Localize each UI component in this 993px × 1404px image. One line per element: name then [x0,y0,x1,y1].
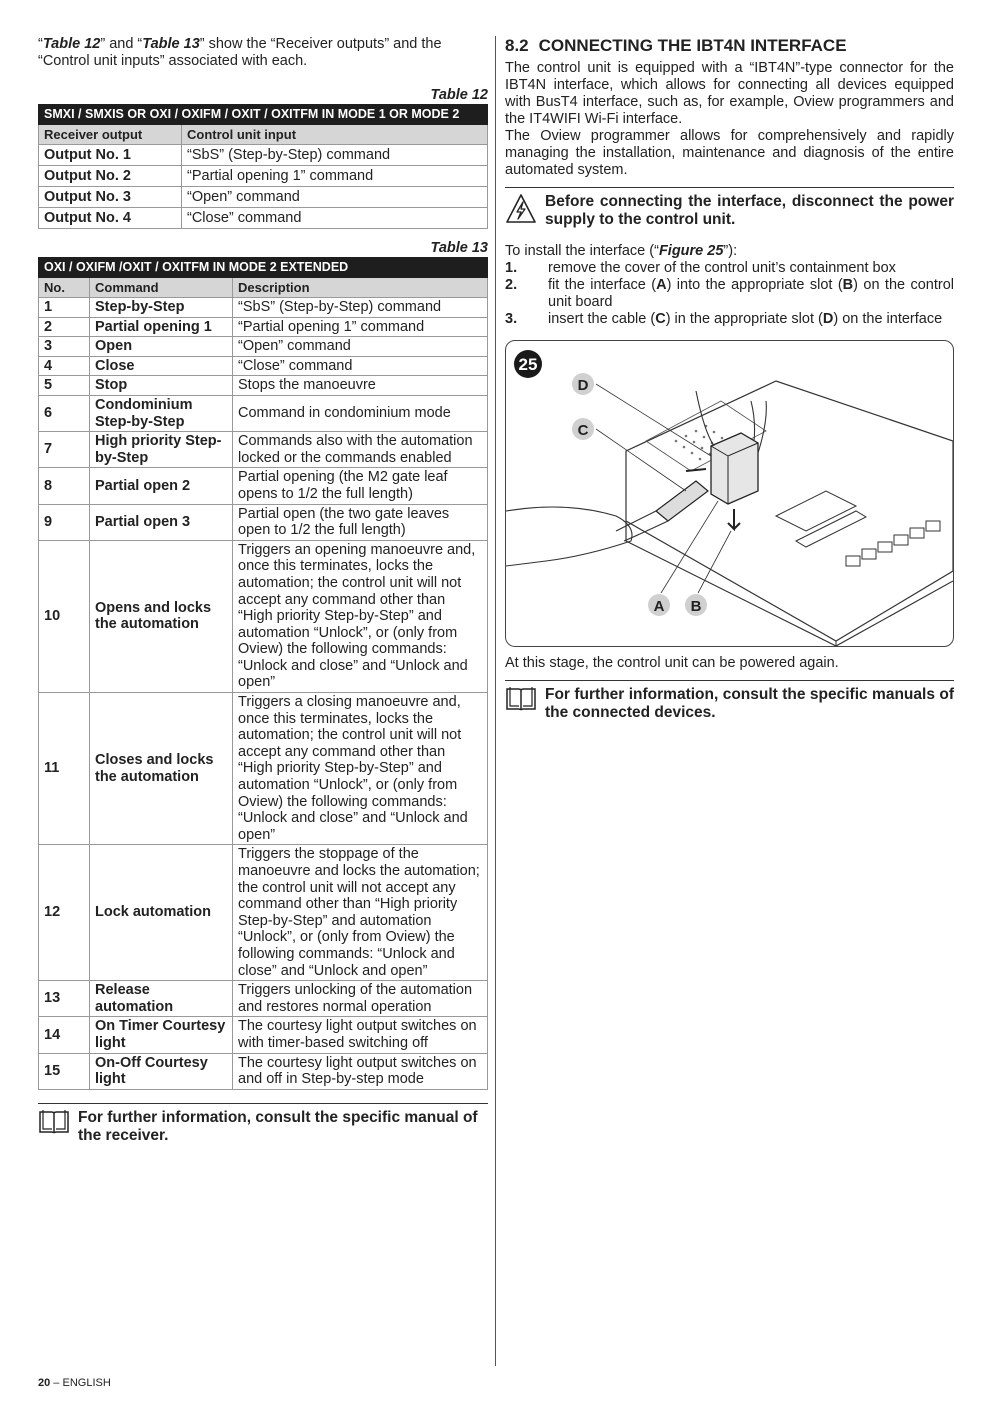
command-cell: Partial open 2 [90,468,233,504]
number-cell: 10 [39,540,90,692]
table13-row [39,693,488,845]
table13-caption: Table 13 [430,240,488,256]
command-cell: Partial opening 1 [90,317,233,337]
number-cell: 9 [39,504,90,540]
description-cell: The courtesy light output switches on and off in Step-by-step mode [233,1053,488,1089]
description-cell: “SbS” (Step-by-Step) command [233,298,488,318]
label-c: C [577,422,589,439]
description-cell: Partial opening (the M2 gate leaf opens to 1/2 the full length) [233,468,488,504]
right-column [505,36,954,722]
step-number: 3. [505,311,518,327]
table13-row [39,845,488,981]
intro-rest: ” show the “Receiver outputs” and the “Control unit inputs” associated with each. [38,36,442,69]
step-number: 1. [505,260,518,276]
install-intro [505,243,954,260]
step-number: 2. [505,277,518,293]
install-step [505,260,954,277]
label-b: B [690,598,702,615]
command-cell: Lock automation [90,845,233,981]
install-steps [505,243,954,328]
description-cell: Partial open (the two gate leaves open to 1/2 the full length) [233,504,488,540]
note-text: For further information, consult the specific manual of the receiver. [78,1108,478,1144]
install-intro-pre: To install the interface (“ [505,243,659,259]
table13-row [39,356,488,376]
electric-hazard-icon [505,193,537,225]
intro-text [38,36,488,70]
description-cell: Triggers a closing manoeuvre and, once this terminates, locks the automation; the control unit will not accept any command other than “High priority Step-by-Step” and automation “Unlock”, or (only from Oview) the following commands: “Unlock and close” and “Unlock and open” [233,693,488,845]
receiver-manual-note [38,1103,488,1145]
number-cell: 3 [39,337,90,357]
install-step [505,277,954,311]
table13-row [39,1053,488,1089]
table13-header: Description [233,278,488,298]
table13-header: Command [90,278,233,298]
description-cell: Commands also with the automation locked or the commands enabled [233,432,488,468]
command-cell: Close [90,356,233,376]
number-cell: 5 [39,376,90,396]
command-cell: On-Off Courtesy light [90,1053,233,1089]
command-cell: Release automation [90,981,233,1017]
table13-row [39,337,488,357]
book-icon [505,686,537,712]
table13-row [39,395,488,431]
control-input-cell: “Partial opening 1” command [182,166,488,187]
label-a: A [653,598,665,615]
table12-row [39,145,488,166]
install-intro-post: ”): [723,243,738,259]
section-number: 8.2 [505,36,529,55]
table13-row [39,317,488,337]
section-heading [505,36,954,56]
page-number: 20 [38,1377,51,1389]
figure-number: 25 [518,355,538,374]
section-paragraph: The control unit is equipped with a “IBT4N”-type connector for the IBT4N interface, which allows for connecting all devices equipped with BusT4 interface, such as, for example, Oview programmers and the IT4WIFI Wi-Fi interface. [505,60,954,127]
book-icon [38,1109,70,1135]
description-cell: “Open” command [233,337,488,357]
description-cell: “Partial opening 1” command [233,317,488,337]
table13-row [39,540,488,692]
left-column [38,36,488,1145]
table13-row [39,468,488,504]
figure-ref: Figure 25 [658,243,724,259]
section-paragraph: The Oview programmer allows for comprehensively and rapidly managing the installation, maintenance and diagnosis of the entire automated system. [505,128,954,178]
table13-row [39,432,488,468]
command-cell: Open [90,337,233,357]
table13-row [39,1017,488,1053]
control-input-cell: “Close” command [182,208,488,229]
command-cell: Closes and locks the automation [90,693,233,845]
step-text: remove the cover of the control unit’s containment box [548,260,896,276]
intro-mid: ” and “ [100,36,143,52]
devices-manual-note [505,680,954,722]
number-cell: 2 [39,317,90,337]
table13-row [39,981,488,1017]
description-cell: Stops the manoeuvre [233,376,488,396]
command-cell: On Timer Courtesy light [90,1017,233,1053]
control-input-cell: “SbS” (Step-by-Step) command [182,145,488,166]
table12-caption: Table 12 [430,87,488,103]
table13-title: OXI / OXIFM /OXIT / OXITFM IN MODE 2 EXTENDED [39,258,488,278]
description-cell: “Close” command [233,356,488,376]
page-footer [38,1377,111,1389]
footer-separator: – [50,1377,63,1389]
intro-table13-ref: Table 13 [142,36,200,52]
column-divider [495,36,496,1366]
number-cell: 6 [39,395,90,431]
table13-row [39,504,488,540]
table12-row [39,208,488,229]
description-cell: Triggers the stoppage of the manoeuvre and locks the automation; the control unit will not accept any command other than “High priority Step-by-Step” and automation “Unlock”, or (only from Oview) the following commands: “Unlock and close” and “Unlock and open” [233,845,488,981]
command-cell: Condominium Step-by-Step [90,395,233,431]
number-cell: 12 [39,845,90,981]
install-step [505,311,954,328]
table12-row [39,166,488,187]
command-cell: Partial open 3 [90,504,233,540]
table12-title: SMXI / SMXIS OR OXI / OXIFM / OXIT / OXITFM IN MODE 1 OR MODE 2 [39,105,488,125]
figure-25 [505,340,954,647]
step-text: fit the interface (A) into the appropriate slot (B) on the control unit board [548,277,954,310]
number-cell: 11 [39,693,90,845]
number-cell: 15 [39,1053,90,1089]
control-input-cell: “Open” command [182,187,488,208]
description-cell: Command in condominium mode [233,395,488,431]
table13-row [39,298,488,318]
receiver-output-cell: Output No. 2 [39,166,182,187]
interface-installation-illustration [506,341,953,646]
table12-header: Control unit input [182,125,488,145]
description-cell: Triggers an opening manoeuvre and, once this terminates, locks the automation; the control unit will not accept any command other than “High priority Step-by-Step” and automation “Unlock”, or (only from Oview) the following commands: “Unlock and close” and “Unlock and open” [233,540,488,692]
number-cell: 13 [39,981,90,1017]
command-cell: Step-by-Step [90,298,233,318]
section-title: CONNECTING THE IBT4N INTERFACE [538,36,847,55]
number-cell: 7 [39,432,90,468]
number-cell: 1 [39,298,90,318]
number-cell: 8 [39,468,90,504]
description-cell: Triggers unlocking of the automation and restores normal operation [233,981,488,1017]
command-cell: Opens and locks the automation [90,540,233,692]
receiver-output-cell: Output No. 4 [39,208,182,229]
receiver-output-cell: Output No. 3 [39,187,182,208]
footer-language: ENGLISH [62,1377,111,1389]
number-cell: 4 [39,356,90,376]
intro-table12-ref: Table 12 [42,36,101,52]
table12-row [39,187,488,208]
receiver-output-cell: Output No. 1 [39,145,182,166]
intro-quote: “ [38,36,43,52]
power-warning [505,187,954,229]
table13 [38,257,488,1090]
table13-header: No. [39,278,90,298]
command-cell: High priority Step-by-Step [90,432,233,468]
command-cell: Stop [90,376,233,396]
table12-header: Receiver output [39,125,182,145]
description-cell: The courtesy light output switches on with timer-based switching off [233,1017,488,1053]
after-figure-text: At this stage, the control unit can be powered again. [505,655,839,671]
table12 [38,104,488,229]
number-cell: 14 [39,1017,90,1053]
label-d: D [577,377,589,394]
step-text: insert the cable (C) in the appropriate slot (D) on the interface [548,311,943,327]
table13-row [39,376,488,396]
warning-text: Before connecting the interface, disconnect the power supply to the control unit. [545,193,954,228]
note-text: For further information, consult the specific manuals of the connected devices. [545,686,954,721]
